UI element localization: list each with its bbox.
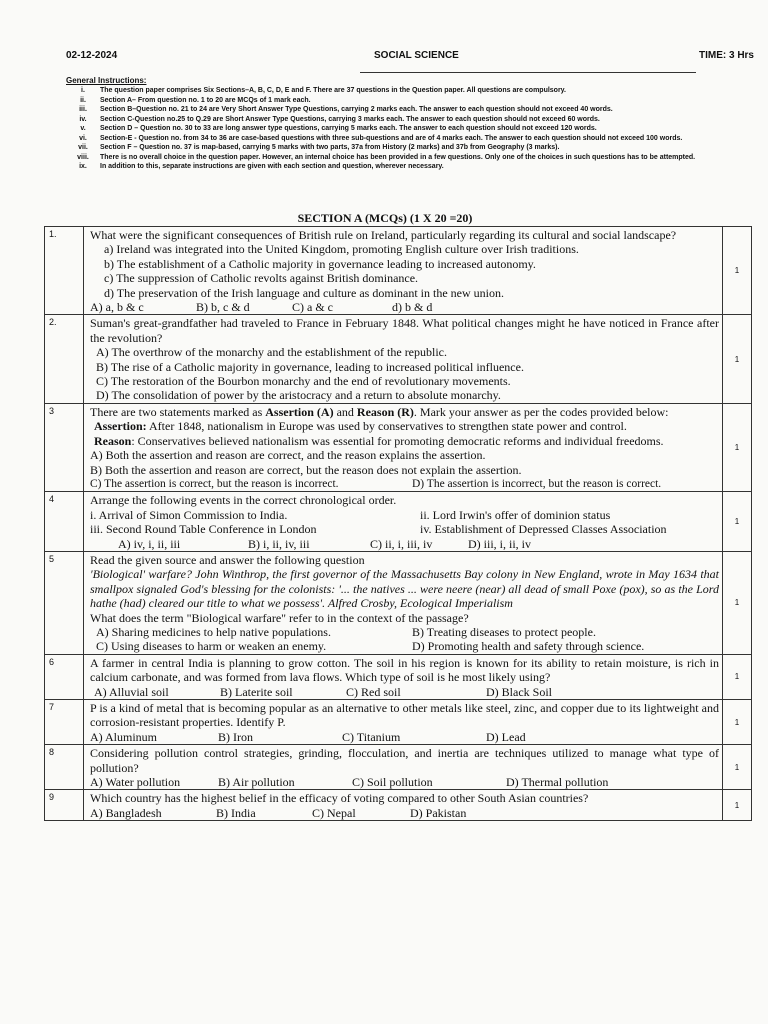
answer-choices (90, 775, 719, 789)
question-row (45, 790, 752, 821)
choice: B) Laterite soil (220, 684, 293, 699)
choice: B) India (216, 805, 256, 820)
event: ii. Lord Irwin's offer of dominion status (420, 507, 611, 522)
question-number: 9 (45, 790, 84, 821)
option: A) Sharing medicines to help native populations. (96, 624, 331, 639)
event-row (90, 508, 719, 522)
answer-choices (90, 806, 719, 820)
question-body (84, 492, 723, 552)
question-number: 3 (45, 403, 84, 491)
question-number: 1. (45, 227, 84, 315)
question-body (84, 551, 723, 654)
question-body (84, 654, 723, 699)
question-row (45, 745, 752, 790)
general-instructions-list (66, 86, 742, 172)
statement: b) The establishment of a Catholic majority in governance leading to increased autonomy. (104, 256, 536, 271)
answer-choices (90, 730, 719, 744)
choice: C) Titanium (342, 729, 401, 744)
answer-choices (90, 537, 719, 551)
question-stem: What were the significant consequences of British rule on Ireland, particularly regarding its cultural and social landscape? (90, 228, 677, 242)
event-row (90, 522, 719, 536)
instruction-item: i. The question paper comprises Six Sections–A, B, C, D, E and F. There are 37 questions in the Question paper. All questions are compulsory. (81, 87, 567, 94)
question-stem: Which country has the highest belief in the efficacy of voting compared to other South Asian countries? (90, 791, 589, 806)
question-marks: 1 (723, 654, 752, 699)
question-row (45, 551, 752, 654)
option: A) Both the assertion and reason are correct, and the reason explains the assertion. (90, 448, 486, 463)
question-marks: 1 (723, 551, 752, 654)
reason: Reason: Conservatives believed nationalism was essential for promoting democratic reforms and individual freedoms. (94, 433, 664, 448)
option: B) Treating diseases to protect people. (412, 624, 596, 639)
question-stem: Considering pollution control strategies, grinding, flocculation, and inertia are techniques utilized to manage what type of pollution? (90, 746, 719, 775)
option: C) The restoration of the Bourbon monarchy and the end of revolutionary movements. (96, 374, 511, 389)
choice: D) Thermal pollution (506, 775, 609, 790)
question-stem: Arrange the following events in the correct chronological order. (90, 493, 397, 508)
choice: D) Lead (486, 729, 526, 744)
instruction-item: viii. There is no overall choice in the question paper. However, an internal choice has been provided in a few questions. Only one of the choices in such questions has to be attempted. (77, 153, 696, 161)
choice: B) b, c & d (196, 300, 250, 315)
question-marks: 1 (723, 315, 752, 403)
question-row (45, 403, 752, 491)
choice: A) Alluvial soil (94, 684, 169, 699)
subject-title: SOCIAL SCIENCE (374, 50, 459, 61)
instruction-item: vi. Section-E - Question no. from 34 to 36 are case-based questions with three sub-questions and are of 4 marks each. The answer to each question should not exceed 100 words. (79, 134, 683, 142)
option-row (90, 639, 719, 653)
exam-time: TIME: 3 Hrs (698, 50, 754, 61)
instruction-item: iv. Section C-Question no.25 to Q.29 are Short Answer Type Questions, carrying 3 marks each. The answer to each question should not exceed 60 words. (79, 115, 600, 123)
choice: D) Pakistan (410, 805, 467, 820)
option: D) The consolidation of power by the aristocracy and a return to absolute monarchy. (96, 388, 501, 403)
choice: C) Soil pollution (352, 775, 433, 790)
choice: D) iii, i, ii, iv (468, 536, 531, 551)
statement: c) The suppression of Catholic revolts against British dominance. (104, 271, 419, 286)
question-marks: 1 (723, 492, 752, 552)
choice: A) Water pollution (90, 775, 181, 790)
question-stem: Read the given source and answer the following question (90, 552, 365, 567)
question-row (45, 315, 752, 403)
question-stem: A farmer in central India is planning to grow cotton. The soil in his region is known for its ability to retain moisture, is rich in calcium carbonate, and was formed from lava flows. Which type of soil is he most likely using? (90, 655, 719, 685)
assertion: Assertion: After 1848, nationalism in Europe was used by conservatives to strengthen state power and control. (94, 419, 627, 434)
statement: a) Ireland was integrated into the United Kingdom, promoting English culture over Irish traditions. (104, 242, 579, 257)
questions-table (44, 226, 752, 821)
option: D) The assertion is incorrect, but the reason is correct. (412, 477, 662, 490)
option-row (90, 477, 719, 491)
option: D) Promoting health and safety through science. (412, 639, 645, 654)
event: iii. Second Round Table Conference in London (90, 522, 317, 537)
choice: B) i, ii, iv, iii (248, 536, 310, 551)
question-body (84, 790, 723, 821)
question-marks: 1 (723, 403, 752, 491)
question-body (84, 403, 723, 491)
choice: B) Iron (218, 729, 253, 744)
question-number: 5 (45, 551, 84, 654)
question-row (45, 700, 752, 745)
header-rule (360, 72, 696, 73)
question-row (45, 654, 752, 699)
answer-choices (90, 685, 719, 699)
option: A) The overthrow of the monarchy and the establishment of the republic. (96, 345, 448, 360)
option: C) Using diseases to harm or weaken an enemy. (96, 639, 327, 654)
question-stem: Suman's great-grandfather had traveled to France in February 1848. What political changes might he have noticed in France after the revolution? (90, 316, 719, 345)
choice: C) Red soil (346, 684, 401, 699)
instruction-item: ix. In addition to this, separate instructions are given with each section and question, wherever necessary. (79, 163, 444, 170)
choice: d) b & d (392, 300, 433, 315)
choice: D) Black Soil (486, 684, 552, 699)
question-body (84, 700, 723, 745)
general-instructions-title: General Instructions: (66, 76, 147, 85)
choice: A) iv, i, ii, iii (118, 536, 181, 551)
choice: C) ii, i, iii, iv (370, 536, 433, 551)
source-passage: 'Biological' warfare? John Winthrop, the first governor of the Massachusetts Bay colony in New England, wrote in May 1634 that smallpox signaled God's blessing for the colonists: '... the natives ... were neere (near) all dead of small Poxe (pox), so as the Lord hathe (had) cleared our title to what we possess'. Alfred Crosby, Ecological Imperialism (90, 567, 719, 611)
instruction-item: iii. Section B–Question no. 21 to 24 are Very Short Answer Type Questions, carrying 2 marks each. The answer to each question should not exceed 40 words. (79, 106, 613, 113)
question-marks: 1 (723, 227, 752, 315)
question-body (84, 745, 723, 790)
question-stem: P is a kind of metal that is becoming popular as an alternative to other metals like steel, zinc, and copper due to its lightweight and corrosion-resistant properties. Identify P. (90, 701, 719, 730)
event: iv. Establishment of Depressed Classes Association (420, 522, 667, 537)
question-row (45, 492, 752, 552)
choice: B) Air pollution (218, 775, 295, 790)
statement: d) The preservation of the Irish language and culture as dominant in the new union. (104, 285, 504, 300)
instruction-item: v. Section D – Question no. 30 to 33 are long answer type questions, carrying 5 marks each. The answer to each question should not exceed 120 words. (80, 125, 597, 132)
choice: A) Aluminum (90, 729, 158, 744)
exam-date: 02-12-2024 (66, 50, 118, 61)
instruction-item: ii. Section A– From question no. 1 to 20 are MCQs of 1 mark each. (80, 96, 311, 104)
paper-header (66, 50, 754, 66)
question-stem: There are two statements marked as Assertion (A) and Reason (R). Mark your answer as per the codes provided below: (90, 404, 669, 419)
option: B) The rise of a Catholic majority in governance, leading to increased political influence. (96, 359, 524, 374)
answer-choices (90, 300, 719, 314)
choice: C) a & c (292, 300, 333, 315)
choice: A) Bangladesh (90, 805, 162, 820)
event: i. Arrival of Simon Commission to India. (90, 507, 288, 522)
question-marks: 1 (723, 700, 752, 745)
question-body (84, 227, 723, 315)
question-number: 2. (45, 315, 84, 403)
question-number: 7 (45, 700, 84, 745)
instruction-item: vii. Section F – Question no. 37 is map-based, carrying 5 marks with two parts, 37a from History (2 marks) and 37b from Geography (3 marks). (78, 144, 560, 151)
question-marks: 1 (723, 790, 752, 821)
option-row (90, 625, 719, 639)
choice: A) a, b & c (90, 300, 144, 315)
question-number: 8 (45, 745, 84, 790)
question-number: 6 (45, 654, 84, 699)
section-a-title: SECTION A (MCQs) (1 X 20 =20) (297, 211, 473, 225)
choice: C) Nepal (312, 805, 356, 820)
question-marks: 1 (723, 745, 752, 790)
question-prompt: What does the term "Biological warfare" refer to in the context of the passage? (90, 610, 469, 625)
option: B) Both the assertion and reason are correct, but the reason does not explain the assertion. (90, 462, 522, 477)
question-number: 4 (45, 492, 84, 552)
question-body (84, 315, 723, 403)
question-row (45, 227, 752, 315)
option: C) The assertion is correct, but the reason is incorrect. (90, 477, 339, 490)
